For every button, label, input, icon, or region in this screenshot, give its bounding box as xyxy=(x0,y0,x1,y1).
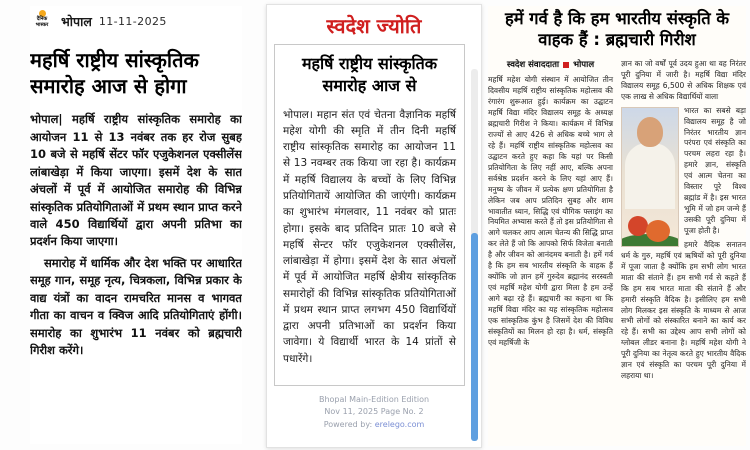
article-photo-brahmachari-girish xyxy=(621,107,679,247)
logo-word-2: भास्कर xyxy=(35,22,49,28)
powered-by-label: Powered by: xyxy=(323,419,373,429)
article-paragraph: भोपाल| महर्षि राष्ट्रीय सांस्कृतिक समारोह का आयोजन 11 से 13 नवंबर तक हर रोज सुबह 10 बजे से महर्षि सेंटर फॉर एजुकेशनल एक्सीलेंस लांबाखेड़ा में किया जाएगा। इसमें देश के सात अंचलों में पूर्व में आयोजित समारोह की विभिन्न सांस्कृतिक प्रतियोगिताओं में प्रथम स्थान प्राप्त करने वाले 450 विद्यार्थियों द्वारा अपनी प्रतिभा का प्रदर्शन किया जाएगा। xyxy=(30,112,242,249)
photo-text-wrap xyxy=(621,106,746,382)
photo-flower xyxy=(646,220,670,242)
powered-by-row xyxy=(267,419,481,431)
article-headline: हमें गर्व है कि हम भारतीय संस्कृति के वाहक हैं : ब्रह्मचारी गिरीश xyxy=(504,9,730,50)
article-paragraph: ज्ञान का जो वर्षों पूर्व उदय हुआ था वह निरंतर पूरी दुनिया में जारी है। महर्षि विद्या मंदिर विद्यालय समूह 6,500 से अधिक शिक्षक एवं एक लाख से अधिक विद्यार्थियों वाला xyxy=(621,58,746,101)
photo-person-body xyxy=(625,143,675,209)
newspaper-masthead: स्वदेश ज्योति xyxy=(326,14,422,38)
powered-by-link[interactable]: erelego.com xyxy=(374,419,425,429)
article-body: भोपाल। महान संत एवं चेतना वैज्ञानिक महर्षि महेश योगी की स्मृति में तीन दिनी महर्षि राष्ट्रीय सांस्कृतिक समारोह का आयोजन 11 से 13 नवम्बर तक किया जा रहा है। कार्यक्रम में महर्षि विद्यालय के बच्चों के लिए विभिन्न प्रतियोगितायें आयोजित की जाएंगी। कार्यक्रम का शुभारंभ मंगलवार, 11 नवंबर को प्रातः होगा। इसके बाद प्रतिदिन प्रातः 10 बजे से महर्षि सेन्टर फॉर एजुकेशनल एक्सीलेंस, लांबाखेड़ा में होगा। इसमें देश के सात अंचलों में पूर्व में आयोजित महर्षि क्षेत्रीय सांस्कृतिक समारोहों की विभिन्न सांस्कृतिक प्रतियोगिताओं में प्रथम स्थान प्राप्त लगभग 450 विद्यार्थियों द्वारा अपनी प्रतिभाओं का प्रदर्शन किया जावेगा। ये विद्यार्थी भारत के 14 प्रांतों से पधारेंगे। xyxy=(283,108,456,365)
photo-person-head xyxy=(637,117,663,147)
article-headline: महर्षि राष्ट्रीय सांस्कृतिक समारोह आज से होगा xyxy=(30,48,199,98)
edition-label: Bhopal Main-Edition Edition xyxy=(318,395,430,404)
clipping-girish-article xyxy=(488,6,746,446)
article-column-2 xyxy=(621,59,746,385)
byline-agency: स्वदेश संवाददाता xyxy=(506,59,560,70)
article-paragraph: हमारे वैदिक सनातन धर्म के गुरु, महर्षि एवं ऋषियों को पूरी दुनिया में पूजा जाता है क्योंकि हम सभी लोग भारत माता की संताने हैं। हम सभी गर्व से कहते हैं कि हम सब भारत माता की संताने हैं और हमारी संस्कृति वैदिक है। इसीलिए हम सभी लोग मिलकर इस संस्कृति के माध्यम से आज सभी लोगों को संस्कारित बनाने का कार्य कर रहे हैं। सभी का उद्देश्य आप सभी लोगों को ग्लोबल लीडर बनाना है। महर्षि महेश योगी ने पूरी दुनिया का नेतृत्व करते हुए भारतीय वैदिक ज्ञान एवं संस्कृति का परचम पूरी दुनिया में लहराया था। xyxy=(621,239,746,381)
scrollbar-thumb[interactable] xyxy=(471,233,478,441)
article-paragraph: भारत का सबसे बड़ा विद्यालय समूह है जो निरंतर भारतीय ज्ञान परंपरा एवं संस्कृति का परचम लहरा रहा है। हमारे ज्ञान, संस्कृति एवं आत्म चेतना का विस्तार पूरे विश्व ब्रह्मांड में है। इस भारत भूमि में जो हम जन्मे हैं उसकी पूरी दुनिया में पूजा होती है। xyxy=(684,105,746,235)
clip-viewer-footer xyxy=(267,394,481,431)
article-paragraph: समारोह में धार्मिक और देश भक्ति पर आधारित समूह गान, समूह नृत्य, चित्रकला, विभिन्न प्रकार के वाद्य यंत्रों का वादन रामचरित मानस व भागवत गीता का वाचन व क्विज आदि प्रतियोगिताएं होंगी। समारोह का शुभारंभ 11 नवंबर को ब्रह्मचारी गिरीश करेंगे। xyxy=(30,255,242,358)
photo-flower xyxy=(628,216,648,236)
date-page-label: Nov 11, 2025 Page No. 2 xyxy=(324,407,424,417)
byline-city: भोपाल xyxy=(573,59,595,70)
article-box xyxy=(274,44,465,386)
article-columns xyxy=(488,59,746,385)
clipping1-header xyxy=(30,10,242,32)
clipping-swadesh-jyoti xyxy=(266,4,482,448)
article-paragraph: महर्षि महेश योगी संस्थान में आयोजित तीन दिवसीय महर्षि राष्ट्रीय सांस्कृतिक महोत्सव की रंगारंग शुरूआत हुई। कार्यक्रम का उद्घाटन महर्षि विद्या मंदिर विद्यालय समूह के अध्यक्ष ब्रह्मचारी गिरीश ने किया। कार्यक्रम में विभिन्न राज्यों से आए 426 से अधिक बच्चे भाग ले रहे हैं। महर्षि राष्ट्रीय सांस्कृतिक महोत्सव का उद्घाटन करते हुए कहा कि यहां पर किसी प्रतियोगिता के लिए नहीं आए, बल्कि अपना सर्वश्रेष्ठ प्रदर्शन करने के लिए यहां आए हैं। मनुष्य के जीवन में प्रत्येक क्षण प्रतियोगिता है लेकिन जब आप प्रतिदिन सुबह और शाम भावातीत ध्यान, सिद्धि एवं यौगिक फ्लाइंग का नियमित अभ्यास करते हैं तो इस प्रतियोगिता से आगे चलकर आप आत्म चेतन्य की सिद्धि प्राप्त कर लेते हैं जो कि आपको सिर्फ विजेता बनाती है और जीवन को आनंदमय बनाती है। हमें गर्व है कि हम सब भारतीय संस्कृति के वाहक हैं क्योंकि जो ज्ञान हमें गुरुदेव ब्रह्मानंद सरस्वती एवं महर्षि महेश योगी द्वारा मिला है हम उन्हें आगे बढ़ा रहे हैं। ब्रह्मचारी का कहना था कि महर्षि विद्या मंदिर का यह सांस्कृतिक महोत्सव एक सांस्कृतिक कुंभ है जिसमें देश की विविध संस्कृतियों का मिलन हो रहा है। धर्म, संस्कृति एवं महर्षिजी के xyxy=(488,75,613,347)
edition-date: 11-11-2025 xyxy=(98,14,167,28)
edition-city: भोपाल xyxy=(61,13,92,29)
logo-word-1: दैनिक xyxy=(36,16,48,22)
dainik-bhaskar-logo xyxy=(30,10,54,32)
article-headline: महर्षि राष्ट्रीय सांस्कृतिक समारोह आज से xyxy=(301,54,438,95)
byline xyxy=(488,59,613,71)
clipping-dainik-bhaskar xyxy=(30,6,242,444)
article-column-1 xyxy=(488,59,613,385)
scrollbar-track[interactable] xyxy=(471,69,478,441)
byline-square-icon xyxy=(563,62,569,68)
